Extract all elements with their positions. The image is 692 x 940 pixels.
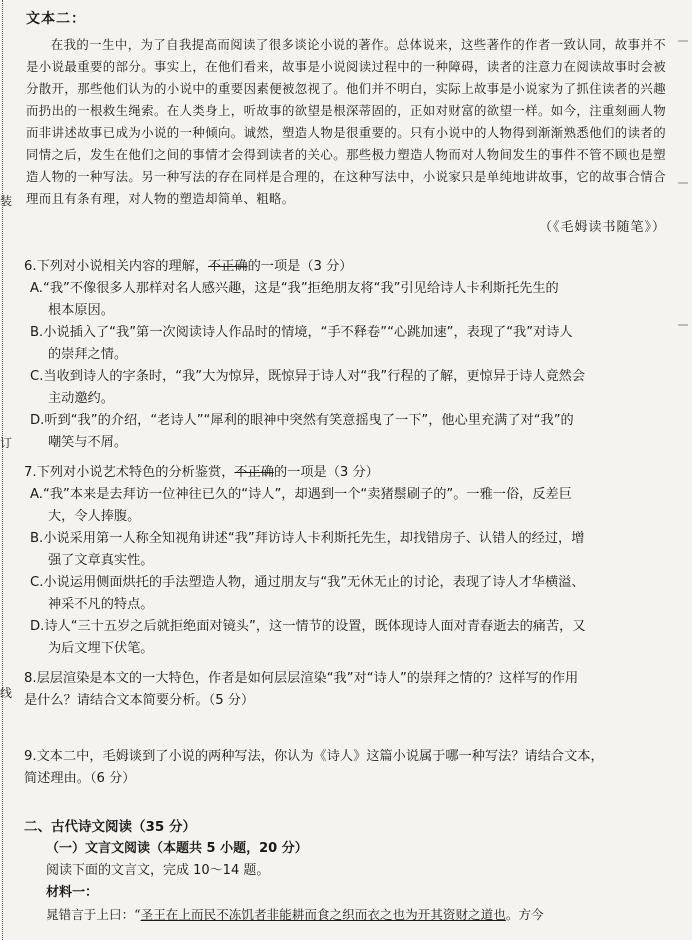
question-8-line: 是什么？请结合文本简要分析。（5 分）: [24, 693, 255, 708]
option-line: A.“我”本来是去拜访一位神往已久的“诗人”，却遇到一个“卖猪鬃刷子的”。一雅一俗，反差巨: [30, 487, 572, 502]
option-line: 为后文埋下伏笔。: [48, 641, 154, 656]
binding-char-zhuang: 装: [0, 194, 13, 208]
quote-underlined-text: 圣王在上而民不冻饥者非能耕而食之织而衣之也为开其资财之道也: [140, 907, 506, 922]
option-line: 神采不凡的特点。: [48, 597, 154, 612]
stem-text: 6.下列对小说相关内容的理解，: [24, 259, 209, 274]
binding-dotted-line: [2, 0, 7, 940]
stem-text: 7.下列对小说艺术特色的分析鉴赏，: [24, 465, 235, 480]
question-7: [24, 462, 664, 660]
option-line: 的崇拜之情。: [48, 347, 128, 362]
question-6: [24, 256, 664, 454]
option-line: B.小说插入了“我”第一次阅读诗人作品时的情境，“手不释卷”“心跳加速”，表现了“我”对诗人: [30, 325, 573, 340]
option-line: C.当收到诗人的字条时，“我”大为惊异，既惊异于诗人对“我”行程的了解，更惊异于诗人竟然会: [30, 369, 586, 384]
binding-char-ding: 订: [0, 436, 13, 450]
binding-char-xian: 线: [0, 686, 13, 700]
text-two-paragraph: 在我的一生中，为了自我提高而阅读了很多谈论小说的著作。总体说来，这些著作的作者一致认同，故事并不是小说最重要的部分。事实上，在他们看来，故事是小说阅读过程中的一种障碍，读者的注意力在阅读故事时会被分散开，那些他们认为的小说中的重要因素便被忽视了。他们并不明白，实际上故事是小说家为了抓住读者的兴趣而扔出的一根救生绳索。在人类身上，听故事的欲望是根深蒂固的，正如对财富的欲望一样。如今，注重刻画人物而非讲述故事已成为小说的一种倾向。诚然，塑造人物是很重要的。只有小说中的人物得到渐渐熟悉他们的读者的同情之后，发生在他们之间的事情才会得到读者的关心。那些极力塑造人物而对人物间发生的事件不管不顾也是塑造人物的一种写法。另一种写法的存在同样是合理的，在这种写法中，小说家只是单纯地讲故事，它的故事合情合理而且有条有理，对人物的塑造却简单、粗略。: [26, 37, 666, 206]
subsection-heading: （一）文言文阅读（本题共 5 小题，20 分）: [46, 841, 308, 856]
question-6-option-d: [24, 410, 664, 454]
option-line: 主动邀约。: [48, 391, 114, 406]
question-6-option-c: [24, 366, 664, 410]
edge-mark: [678, 324, 688, 326]
question-9-line: 简述理由。（6 分）: [24, 771, 136, 786]
reading-instruction: 阅读下面的文言文，完成 10～14 题。: [46, 863, 270, 878]
option-line: 大，令人捧腹。: [48, 509, 141, 524]
question-7-option-d: [24, 616, 664, 660]
text-two-source: （《毛姆读书随笔》）: [538, 220, 666, 235]
question-6-stem: [24, 256, 664, 278]
option-line: 根本原因。: [48, 303, 114, 318]
edge-mark: [678, 40, 688, 42]
option-line: A.“我”不像很多人那样对名人感兴趣，这是“我”拒绝朋友将“我”引见给诗人卡利斯托先生的: [30, 281, 559, 296]
stem-text: 的一项是（3 分）: [247, 259, 353, 274]
stem-text: 的一项是（3 分）: [273, 465, 379, 480]
option-line: B.小说采用第一人称全知视角讲述“我”拜访诗人卡利斯托先生，却找错房子、认错人的经过，增: [30, 531, 585, 546]
question-8-line: 8.层层渲染是本文的一大特色，作者是如何层层渲染“我”对“诗人”的崇拜之情的？这样写的作用: [24, 671, 579, 686]
question-9-line: 9.文本二中，毛姆谈到了小说的两种写法，你认为《诗人》这篇小说属于哪一种写法？请结合文本，: [24, 749, 604, 764]
question-8: [24, 668, 664, 712]
question-7-option-c: [24, 572, 664, 616]
question-9: [24, 746, 664, 790]
question-6-option-b: [24, 322, 664, 366]
stem-negation: 不正确: [234, 465, 274, 480]
edge-mark: [678, 182, 688, 184]
option-line: D.听到“我”的介绍，“老诗人”“犀利的眼神中突然有笑意摇曳了一下”，他心里充满了对“我”的: [30, 413, 574, 428]
option-line: C.小说运用侧面烘托的手法塑造人物，通过朋友与“我”无休无止的讨论，表现了诗人才华横溢、: [30, 575, 585, 590]
question-7-stem: [24, 462, 664, 484]
material-quote: [24, 904, 664, 926]
material-label: 材料一：: [46, 885, 99, 900]
section-heading: 二、古代诗文阅读（35 分）: [24, 819, 196, 835]
text-two-label: 文本二：: [26, 11, 86, 27]
questions-block: [24, 256, 664, 798]
right-edge-marks: [678, 40, 688, 466]
text-two-block: [26, 8, 666, 235]
quote-text: 。方今: [505, 907, 544, 922]
option-line: D.诗人“三十五岁之后就拒绝面对镜头”，这一情节的设置，既体现诗人面对青春逝去的痛苦，又: [30, 619, 586, 634]
answer-space: [24, 720, 664, 746]
classical-reading-section: [24, 816, 664, 926]
question-6-option-a: [24, 278, 664, 322]
stem-negation: 不正确: [208, 259, 248, 274]
option-line: 嘲笑与不屑。: [48, 435, 128, 450]
question-7-option-a: [24, 484, 664, 528]
option-line: 强了文章真实性。: [48, 553, 154, 568]
quote-text: 晁错言于上曰：“: [46, 907, 141, 922]
question-7-option-b: [24, 528, 664, 572]
